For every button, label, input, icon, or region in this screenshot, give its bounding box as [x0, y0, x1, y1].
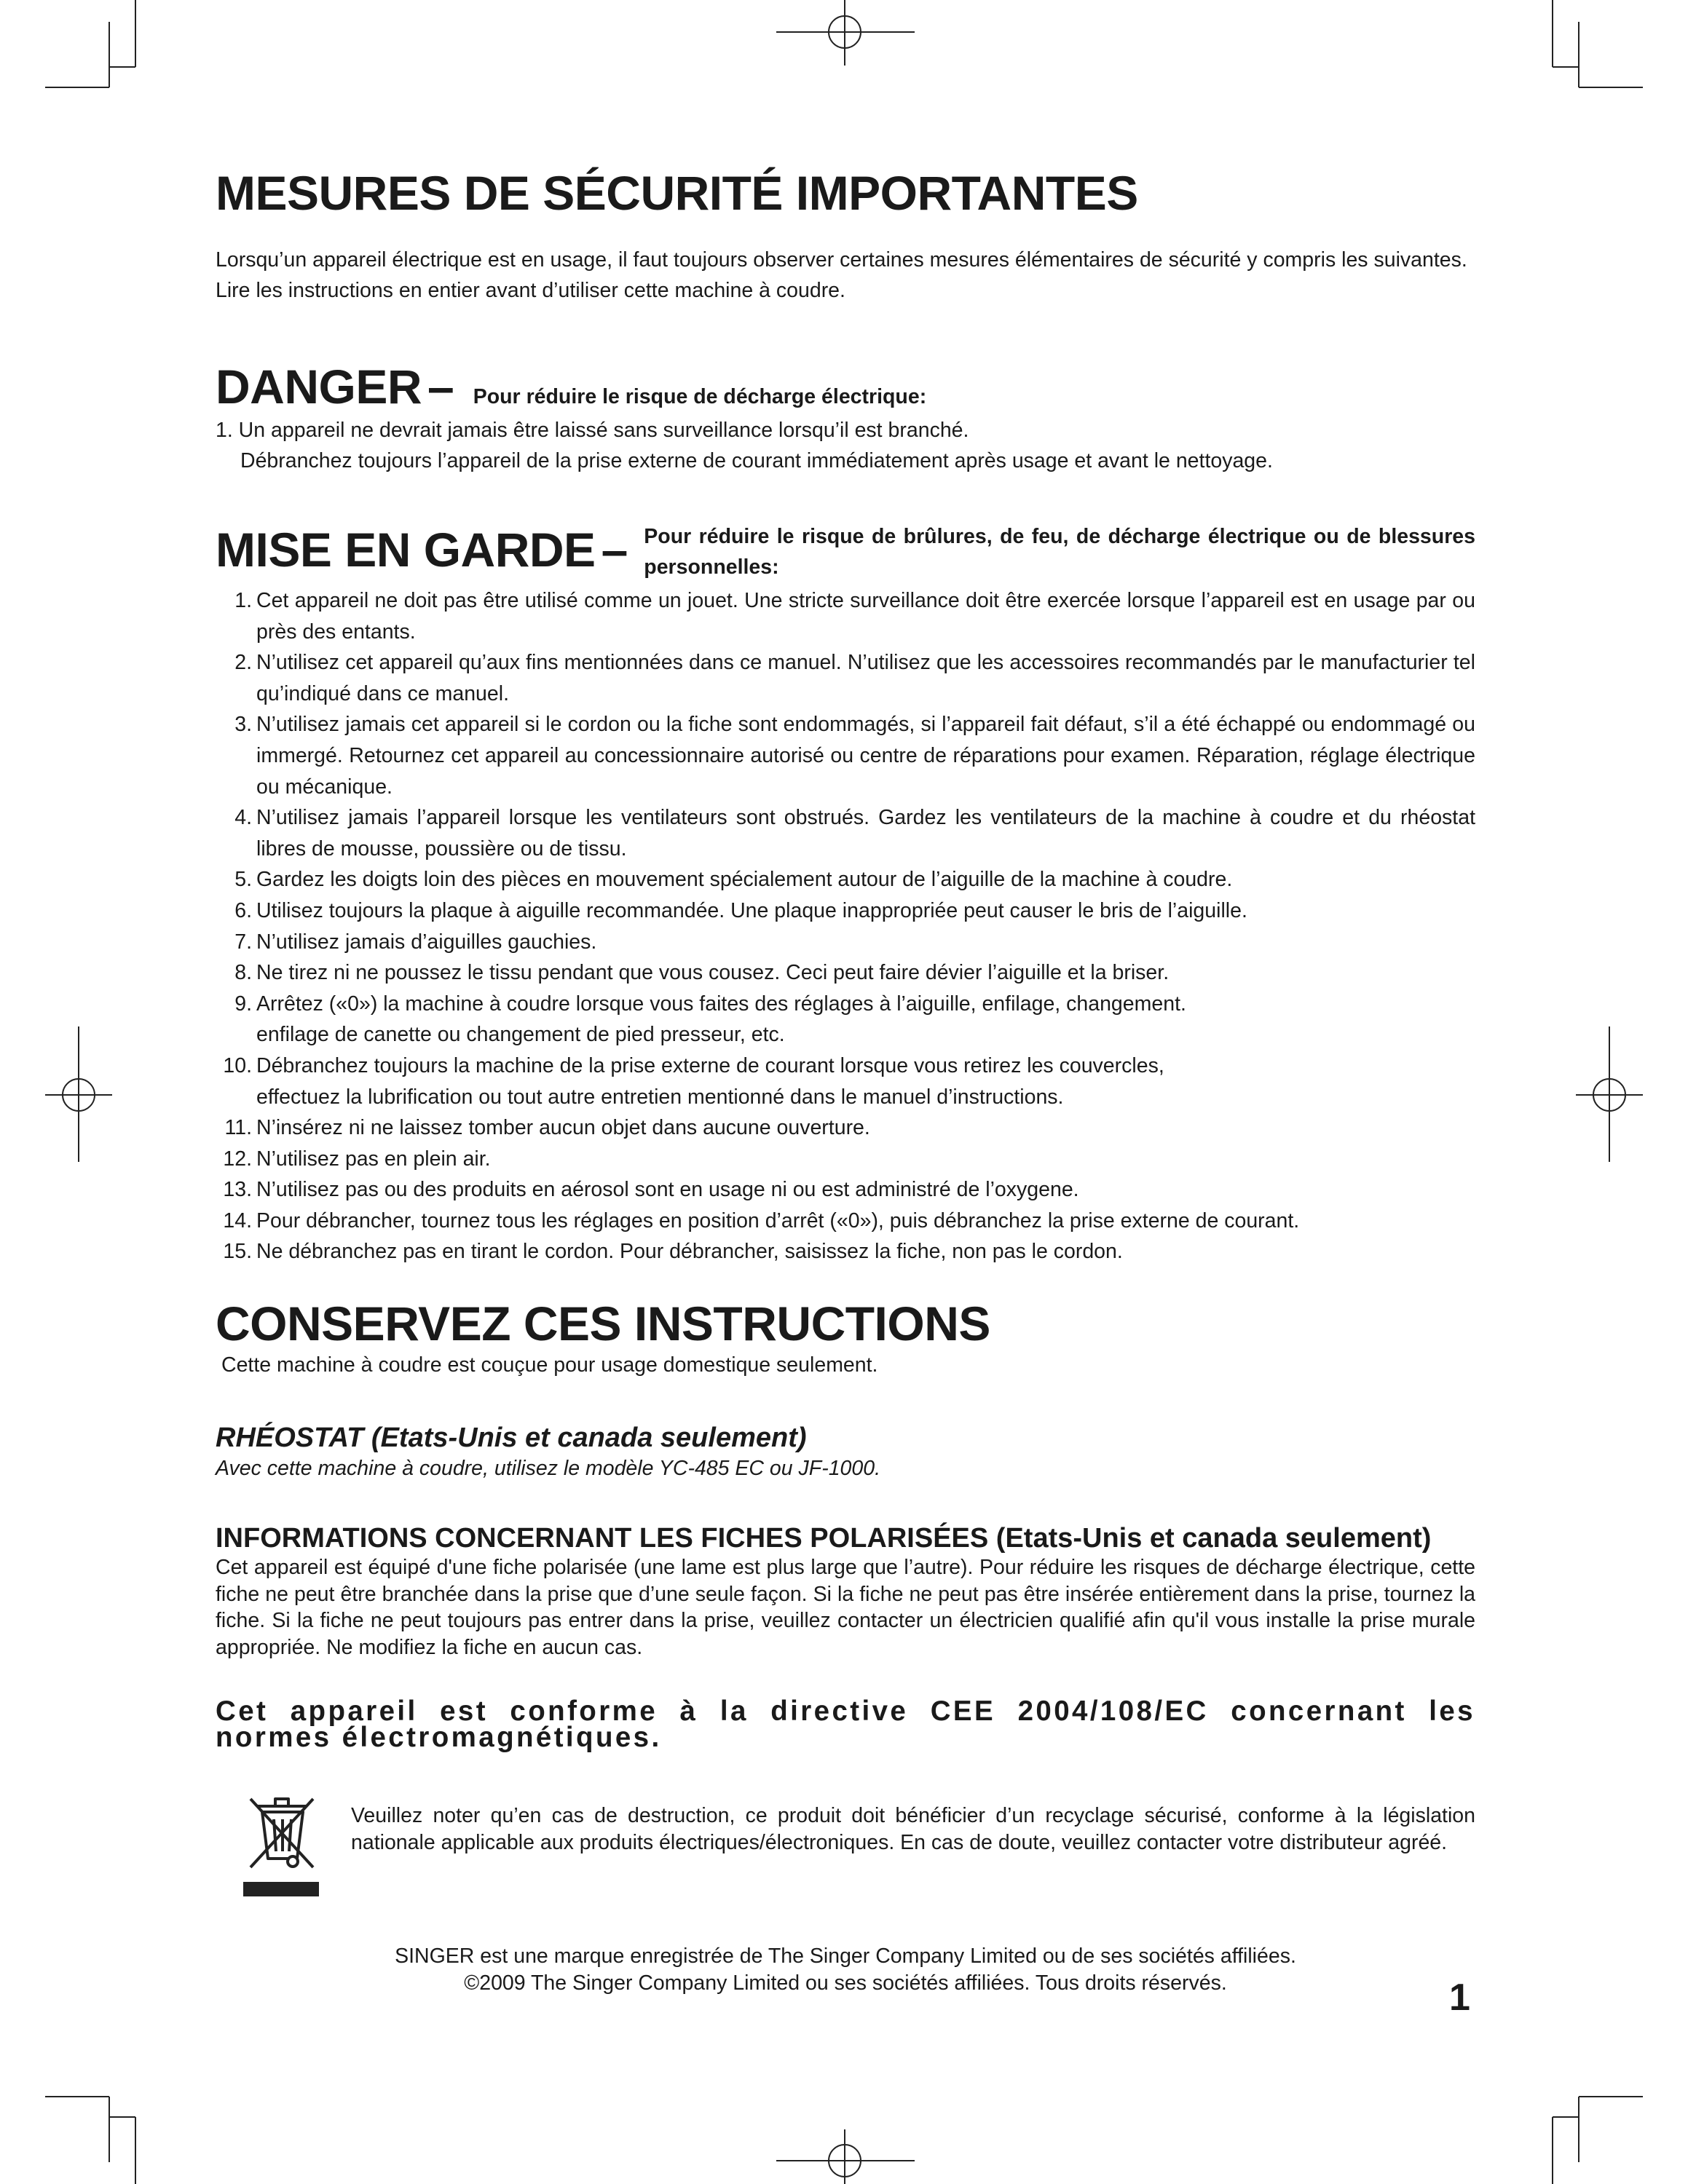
item-number: 9.: [234, 992, 252, 1016]
item-text: [256, 1051, 1475, 1112]
list-item: [216, 1112, 1475, 1144]
warning-title: MISE EN GARDE: [216, 523, 596, 577]
footer: [216, 1943, 1475, 1997]
item-text-line-1: Arrêtez («0») la machine à coudre lorsque vous faites des réglages à l’aiguille, enfilage, changement.: [256, 992, 1186, 1016]
polarized-plug-text: Cet appareil est équipé d'une fiche polarisée (une lame est plus large que l’autre). Pour réduire les risques de décharge électrique, cette fiche ne peut être branchée dans la prise que d’une seule façon. Si la fiche ne peut pas être insérée entièrement dans la prise, tournez la fiche. Si la fiche ne peut toujours pas entrer dans la prise, veuillez contacter un électricien qualifié afin qu'il vous installe la prise murale appropriée. Ne modifiez la fiche en aucun cas.: [216, 1556, 1475, 1659]
list-item: [216, 709, 1475, 802]
list-item: [216, 1206, 1475, 1237]
list-item: [216, 864, 1475, 895]
danger-list: [216, 415, 1475, 476]
danger-item-1: 1. Un appareil ne devrait jamais être laissé sans surveillance lorsqu’il est branché.: [216, 419, 969, 442]
weee-section: [216, 1781, 1475, 1902]
item-text: Gardez les doigts loin des pièces en mouvement spécialement autour de l’aiguille de la machine à coudre.: [256, 868, 1233, 892]
warning-dash: –: [601, 523, 628, 577]
polarized-plug-title: INFORMATIONS CONCERNANT LES FICHES POLARISÉES (Etats-Unis et canada seulement): [216, 1523, 1432, 1554]
item-text: N’utilisez jamais l’appareil lorsque les ventilateurs sont obstrués. Gardez les ventilateurs de la machine à coudre et du rhéostat libres de mousse, poussière ou de tissu.: [256, 806, 1475, 860]
item-text: N’utilisez pas ou des produits en aérosol sont en usage ni ou est administré de l’oxygene.: [256, 1178, 1079, 1202]
cee-compliance-statement: Cet appareil est conforme à la directive CEE 2004/108/EC concernant les normes électromagnétiques.: [216, 1696, 1475, 1754]
warning-subtitle: Pour réduire le risque de brûlures, de feu, de décharge électrique ou de blessures personnelles:: [644, 525, 1475, 579]
item-number: 11.: [224, 1116, 252, 1140]
item-number: 8.: [234, 961, 252, 985]
warning-list: [216, 585, 1475, 1267]
item-text: Utilisez toujours la plaque à aiguille recommandée. Une plaque inappropriée peut causer le bris de l’aiguille.: [256, 898, 1247, 922]
danger-subtitle: Pour réduire le risque de décharge électrique:: [473, 385, 927, 408]
item-number: 15.: [223, 1240, 252, 1264]
conserve-section: [216, 1299, 1475, 1380]
warning-section: [216, 523, 1475, 1267]
item-text: N’utilisez cet appareil qu’aux fins mentionnées dans ce manuel. N’utilisez que les accessoires recommandés par le manufacturier tel qu’indiqué dans ce manuel.: [256, 651, 1475, 705]
copyright-notice: ©2009 The Singer Company Limited ou ses sociétés affiliées. Tous droits réservés.: [464, 1971, 1227, 1995]
item-text: N’insérez ni ne laissez tomber aucun objet dans aucune ouverture.: [256, 1116, 870, 1140]
warning-heading: [216, 523, 1475, 582]
list-item: [216, 802, 1475, 864]
item-text-line-1: Débranchez toujours la machine de la prise externe de courant lorsque vous retirez les couvercles,: [256, 1053, 1164, 1077]
trademark-notice: SINGER est une marque enregistrée de The Singer Company Limited ou de ses sociétés affiliées.: [395, 1944, 1296, 1969]
intro-paragraph: Lorsqu’un appareil électrique est en usage, il faut toujours observer certaines mesures élémentaires de sécurité y compris les suivantes.: [216, 248, 1467, 272]
list-item: [216, 1174, 1475, 1206]
item-text: [256, 989, 1475, 1051]
item-number: 12.: [223, 1147, 252, 1171]
page-number: 1: [1449, 1977, 1470, 2019]
intro-section: [216, 245, 1475, 306]
rheostat-text: Avec cette machine à coudre, utilisez le modèle YC-485 EC ou JF-1000.: [216, 1457, 881, 1481]
item-text-line-2: enfilage de canette ou changement de pied presseur, etc.: [256, 1023, 785, 1047]
list-item: [216, 989, 1475, 1051]
list-item: [216, 1144, 1475, 1175]
item-number: 6.: [234, 898, 252, 922]
danger-item-1-continued: Débranchez toujours l’appareil de la prise externe de courant immédiatement après usage et avant le nettoyage.: [240, 449, 1273, 472]
conserve-subtitle: Cette machine à coudre est couçue pour usage domestique seulement.: [221, 1353, 878, 1377]
crossed-bin-icon: [230, 1786, 332, 1902]
conserve-title: CONSERVEZ CES INSTRUCTIONS: [216, 1297, 990, 1351]
item-number: 2.: [234, 651, 252, 675]
item-text: Cet appareil ne doit pas être utilisé comme un jouet. Une stricte surveillance doit être exercée lorsque l’appareil est en usage par ou près des entants.: [256, 589, 1475, 644]
polarized-plug-section: [216, 1522, 1475, 1661]
item-number: 5.: [234, 868, 252, 892]
intro-read-instructions: Lire les instructions en entier avant d’utiliser cette machine à coudre.: [216, 279, 845, 302]
item-number: 13.: [223, 1178, 252, 1202]
item-number: 14.: [223, 1208, 252, 1233]
weee-text: Veuillez noter qu’en cas de destruction, ce produit doit bénéficier d’un recyclage sécurisé, conforme à la législation nationale applicable aux produits électriques/électroniques. En cas de doute, veuillez contacter votre distributeur agréé.: [351, 1803, 1475, 1854]
list-item: [216, 895, 1475, 927]
danger-heading: [216, 360, 1475, 414]
list-item: [216, 585, 1475, 647]
item-text: N’utilisez jamais cet appareil si le cordon ou la fiche sont endommagés, si l’appareil fait défaut, s’il a été échappé ou endommagé ou immergé. Retournez cet appareil au concessionnaire autorisé ou centre de réparations pour examen. Réparation, réglage électrique ou mécanique.: [256, 713, 1475, 799]
item-text: Ne débranchez pas en tirant le cordon. Pour débrancher, saisissez la fiche, non pas le cordon.: [256, 1240, 1123, 1264]
item-text: N’utilisez jamais d’aiguilles gauchies.: [256, 930, 597, 954]
item-number: 3.: [234, 713, 252, 737]
rheostat-section: [216, 1422, 1475, 1483]
item-number: 10.: [223, 1053, 252, 1077]
page-title: MESURES DE SÉCURITÉ IMPORTANTES: [216, 166, 1138, 220]
danger-title: DANGER: [216, 360, 422, 414]
rheostat-title: RHÉOSTAT (Etats-Unis et canada seulement): [216, 1423, 807, 1454]
list-item: [216, 647, 1475, 709]
list-item: [216, 1051, 1475, 1112]
list-item: [216, 957, 1475, 989]
item-text: Pour débrancher, tournez tous les réglages en position d’arrêt («0»), puis débranchez la prise externe de courant.: [256, 1208, 1300, 1233]
item-text: Ne tirez ni ne poussez le tissu pendant que vous cousez. Ceci peut faire dévier l’aiguille et la briser.: [256, 961, 1170, 985]
list-item: [216, 1236, 1475, 1267]
list-item: [216, 927, 1475, 958]
item-number: 4.: [234, 806, 252, 830]
item-text: N’utilisez pas en plein air.: [256, 1147, 491, 1171]
item-text-line-2: effectuez la lubrification ou tout autre entretien mentionné dans le manuel d’instructions.: [256, 1085, 1064, 1109]
danger-dash: –: [427, 360, 454, 414]
item-number: 7.: [234, 930, 252, 954]
danger-section: [216, 360, 1475, 476]
item-number: 1.: [234, 589, 252, 612]
page-content: [216, 166, 1475, 1997]
